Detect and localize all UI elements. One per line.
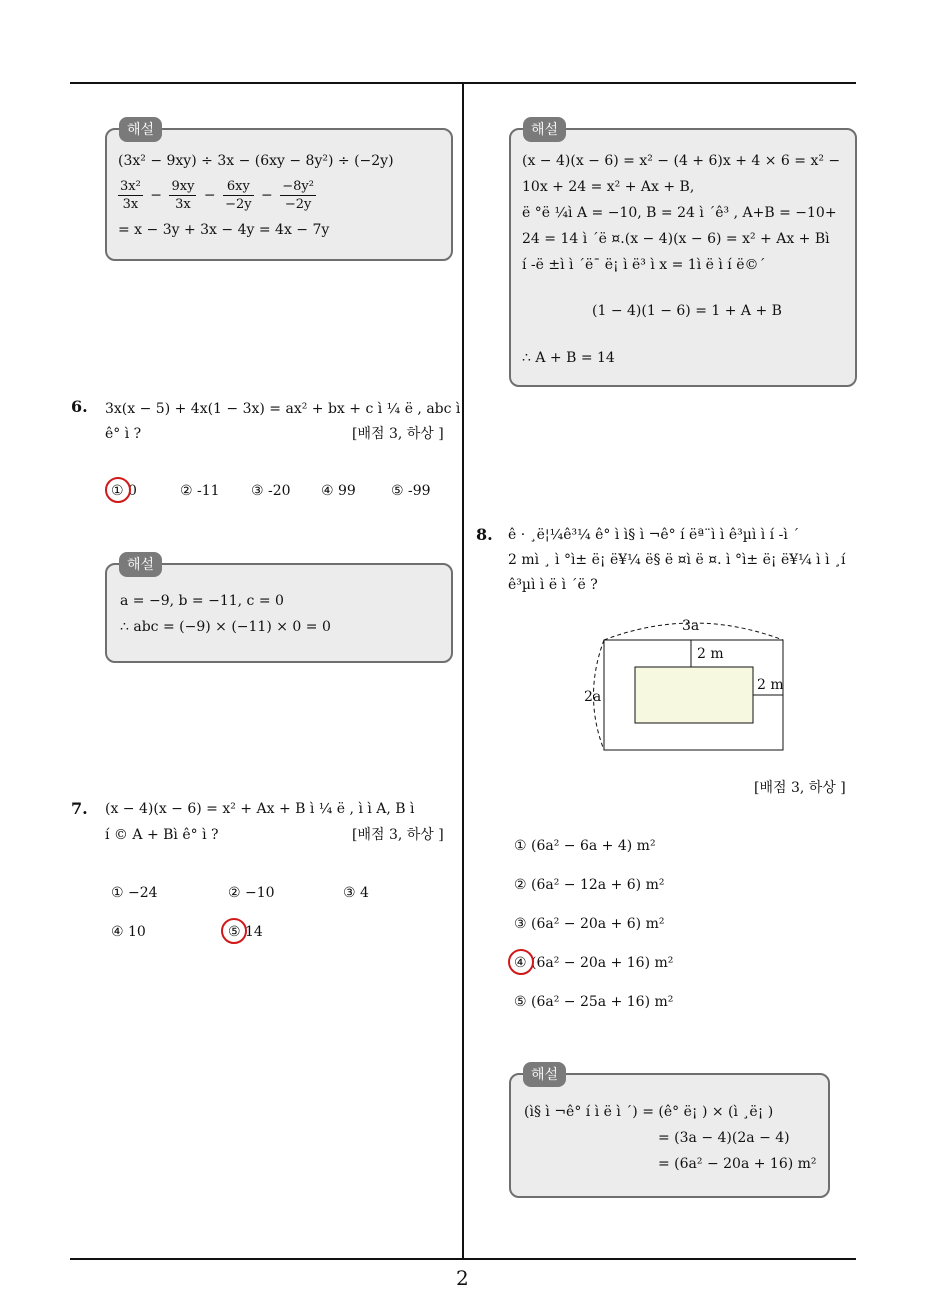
diagram-label-width: 3a bbox=[682, 618, 700, 634]
solution-line: (1 − 4)(1 − 6) = 1 + A + B bbox=[592, 303, 782, 319]
solution-tag: 해설 bbox=[119, 552, 162, 577]
answer-mark-circle bbox=[105, 477, 131, 503]
answer-option[interactable]: ① 0 bbox=[111, 483, 137, 499]
question-number: 6. bbox=[71, 397, 88, 416]
answer-option[interactable]: ② -11 bbox=[180, 483, 220, 499]
answer-option[interactable]: ① (6a² − 6a + 4) m² bbox=[514, 838, 656, 854]
question-text: 2 mì ¸ ì °ì± ë¡ ë¥¼ ë§ ë ¤ì ë ¤. ì °ì± ë¡ ë¥¼ ì ì ¸í bbox=[508, 552, 846, 568]
solution-line: = (6a² − 20a + 16) m² bbox=[658, 1156, 817, 1172]
answer-option[interactable]: ④ 10 bbox=[111, 924, 146, 940]
points-label: [배점 3, 하상 ] bbox=[352, 426, 444, 442]
solution-line: ∴ abc = (−9) × (−11) × 0 = 0 bbox=[120, 619, 331, 635]
question-text: (x − 4)(x − 6) = x² + Ax + B ì ¼ ë , ì ì A, B ì bbox=[105, 801, 415, 817]
points-label: [배점 3, 하상 ] bbox=[754, 780, 846, 796]
answer-option[interactable]: ② (6a² − 12a + 6) m² bbox=[514, 877, 665, 893]
minus-sign: − bbox=[261, 187, 273, 204]
diagram-label-road-right: 2 m bbox=[757, 677, 784, 693]
solution-tag: 해설 bbox=[119, 117, 162, 142]
solution-line: (ì§ ì ¬ê° í ì ë ì ´) = (ê° ë¡ ) × (ì ¸ë¡ ) bbox=[524, 1104, 774, 1120]
answer-option[interactable]: ④ (6a² − 20a + 16) m² bbox=[514, 955, 674, 971]
plaza-rectangle bbox=[635, 667, 753, 723]
answer-option[interactable]: ③ (6a² − 20a + 6) m² bbox=[514, 916, 665, 932]
question-number: 8. bbox=[476, 525, 493, 544]
answer-mark-circle bbox=[508, 949, 534, 975]
question-text: ê° ì ? bbox=[105, 426, 142, 442]
question-text: ê³µì ì ë ì ´ë ? bbox=[508, 577, 598, 593]
question-number: 7. bbox=[71, 799, 88, 818]
question-text: ê · ¸ë¦¼ê³¼ ê° ì ì§ ì ¬ê° í ëª¨ì ì ê³µì ì í -ì ´ bbox=[508, 527, 800, 543]
answer-option[interactable]: ⑤ -99 bbox=[391, 483, 431, 499]
answer-option[interactable]: ④ 99 bbox=[321, 483, 356, 499]
answer-option[interactable]: ① −24 bbox=[111, 885, 158, 901]
solution-tag: 해설 bbox=[523, 1062, 566, 1087]
fraction-denominator: 3x bbox=[122, 197, 139, 212]
solution-line: (x − 4)(x − 6) = x² − (4 + 6)x + 4 × 6 = x² − bbox=[522, 153, 841, 169]
column-divider bbox=[462, 82, 464, 1259]
solution-line: = x − 3y + 3x − 4y = 4x − 7y bbox=[118, 222, 330, 238]
answer-mark-circle bbox=[221, 918, 247, 944]
page-number: 2 bbox=[456, 1266, 469, 1290]
solution-box-q6 bbox=[105, 563, 453, 663]
solution-line: 24 = 14 ì ´ë ¤.(x − 4)(x − 6) = x² + Ax + Bì bbox=[522, 231, 830, 247]
question-text: í © A + Bì ê° ì ? bbox=[105, 827, 219, 843]
solution-line: a = −9, b = −11, c = 0 bbox=[120, 593, 284, 609]
solution-line: í -ë ±ì ì ´ë¯ ë¡ ì ë³ ì x = 1ì ë ì í ë©´ bbox=[522, 257, 766, 273]
points-label: [배점 3, 하상 ] bbox=[352, 827, 444, 843]
diagram-label-road-top: 2 m bbox=[697, 646, 724, 662]
answer-option[interactable]: ⑤ (6a² − 25a + 16) m² bbox=[514, 994, 674, 1010]
fraction-numerator: 6xy bbox=[223, 178, 254, 196]
solution-line: ë °ë ¼ì A = −10, B = 24 ì ´ê³ , A+B = −10+ bbox=[522, 205, 837, 221]
answer-option[interactable]: ② −10 bbox=[228, 885, 275, 901]
fraction-denominator: −2y bbox=[284, 197, 312, 212]
minus-sign: − bbox=[203, 187, 216, 204]
fraction-denominator: 3x bbox=[175, 197, 191, 212]
solution-line: ∴ A + B = 14 bbox=[522, 350, 615, 366]
fraction-numerator: 3x² bbox=[120, 179, 141, 194]
solution-line: = (3a − 4)(2a − 4) bbox=[658, 1130, 790, 1146]
question-text: 3x(x − 5) + 4x(1 − 3x) = ax² + bx + c ì ¼ ë , abc ì bbox=[105, 401, 461, 417]
solution-fraction-line bbox=[115, 178, 319, 213]
answer-option[interactable]: ⑤ 14 bbox=[228, 924, 263, 940]
bottom-rule bbox=[70, 1258, 856, 1260]
minus-sign: − bbox=[150, 187, 163, 204]
answer-option[interactable]: ③ -20 bbox=[251, 483, 291, 499]
fraction-numerator: −8y² bbox=[282, 179, 314, 194]
fraction-numerator: 9xy bbox=[171, 179, 195, 194]
solution-tag: 해설 bbox=[523, 117, 566, 142]
diagram-label-height: 2a bbox=[584, 689, 602, 705]
solution-line: 10x + 24 = x² + Ax + B, bbox=[522, 179, 695, 195]
solution-line: (3x² − 9xy) ÷ 3x − (6xy − 8y²) ÷ (−2y) bbox=[118, 153, 394, 169]
fraction-denominator: −2y bbox=[225, 197, 252, 212]
answer-option[interactable]: ③ 4 bbox=[343, 885, 369, 901]
